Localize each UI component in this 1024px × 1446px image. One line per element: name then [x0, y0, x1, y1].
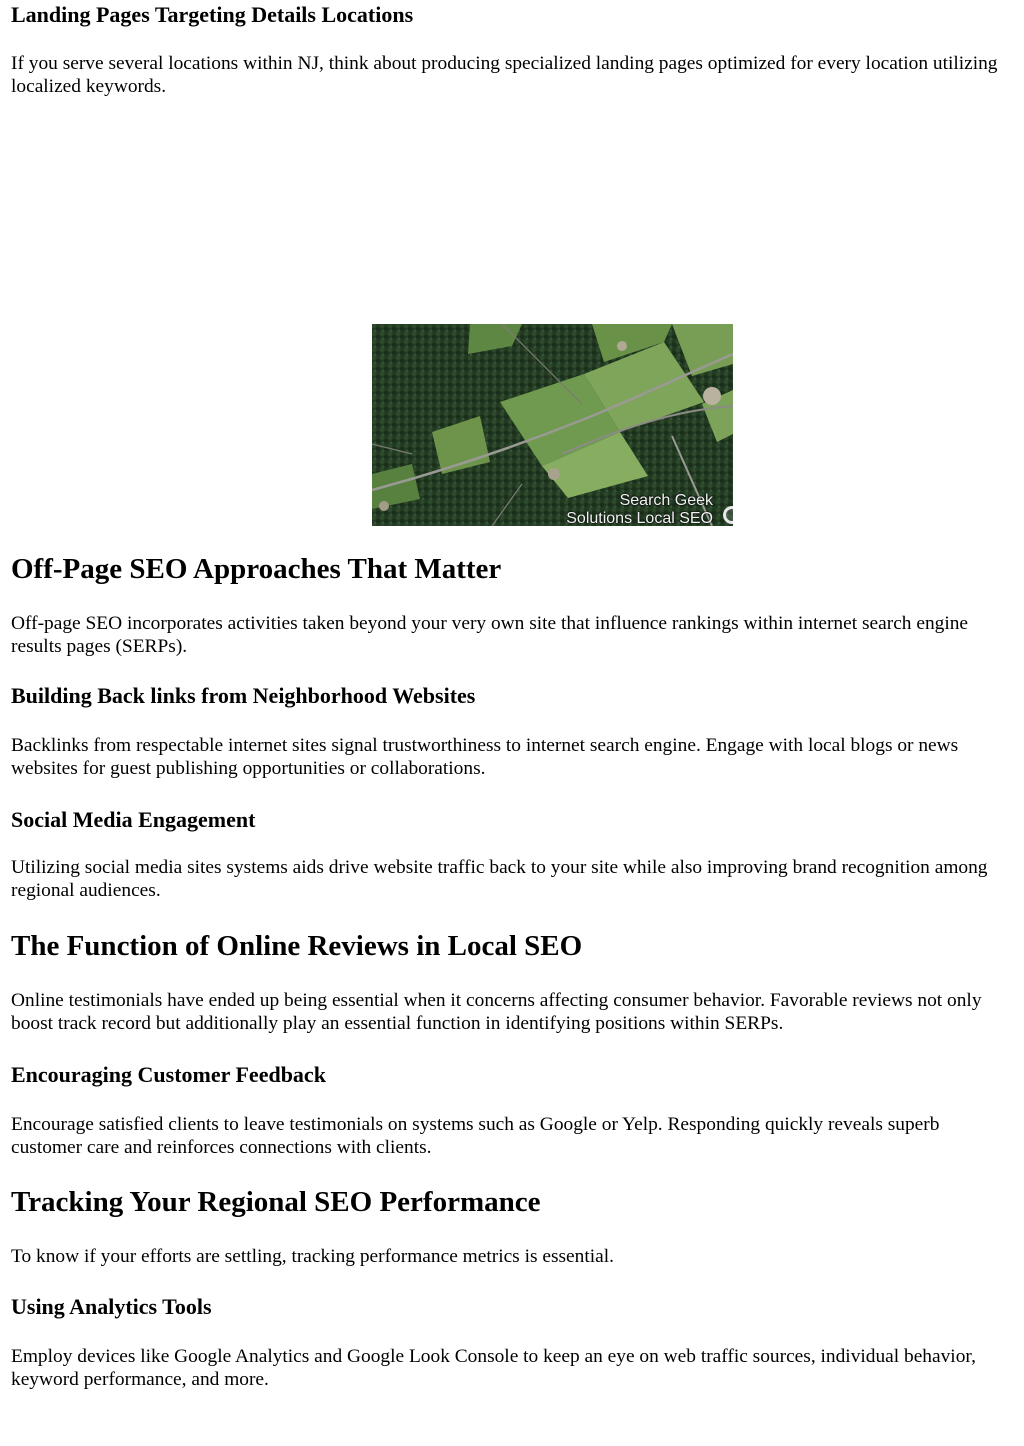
paragraph-analytics-tools: Employ devices like Google Analytics and Google Look Console to keep an eye on web traffic sources, individual behavior, keyword performance, and more.: [11, 1346, 976, 1391]
map-caption-line2: Solutions Local SEO: [566, 510, 713, 526]
paragraph-landing-pages: If you serve several locations within NJ, think about producing specialized landing pages optimized for every location utilizing localized keywords.: [11, 53, 998, 98]
paragraph-social-media: Utilizing social media sites systems aids drive website traffic back to your site while also improving brand recognition among regional audiences.: [11, 857, 988, 902]
paragraph-customer-feedback: Encourage satisfied clients to leave testimonials on systems such as Google or Yelp. Responding quickly reveals superb customer care and reinforces connections with clients.: [11, 1114, 940, 1159]
map-caption: [566, 492, 713, 526]
heading-off-page-seo: Off-Page SEO Approaches That Matter: [11, 553, 502, 585]
heading-social-media: Social Media Engagement: [11, 807, 256, 832]
paragraph-off-page-seo: Off-page SEO incorporates activities taken beyond your very own site that influence rankings within internet search engine results pages (SERPs).: [11, 613, 969, 658]
heading-backlinks: Building Back links from Neighborhood Websites: [11, 683, 476, 708]
heading-landing-pages: Landing Pages Targeting Details Locations: [11, 2, 414, 27]
paragraph-tracking-performance: To know if your efforts are settling, tracking performance metrics is essential.: [11, 1246, 614, 1267]
map-caption-line1: Search Geek: [619, 492, 713, 509]
heading-customer-feedback: Encouraging Customer Feedback: [11, 1062, 326, 1087]
heading-online-reviews: The Function of Online Reviews in Local SEO: [11, 930, 583, 962]
heading-analytics-tools: Using Analytics Tools: [11, 1294, 212, 1319]
heading-tracking-performance: Tracking Your Regional SEO Performance: [11, 1186, 541, 1218]
paragraph-online-reviews: Online testimonials have ended up being essential when it concerns affecting consumer behavior. Favorable reviews not only boost track record but additionally play an essential function in identifying positions within SERPs.: [11, 990, 982, 1035]
paragraph-backlinks: Backlinks from respectable internet sites signal trustworthiness to internet search engine. Engage with local blogs or news websites for guest publishing opportunities or collaborations.: [11, 735, 959, 780]
satellite-map-image: [372, 324, 733, 526]
